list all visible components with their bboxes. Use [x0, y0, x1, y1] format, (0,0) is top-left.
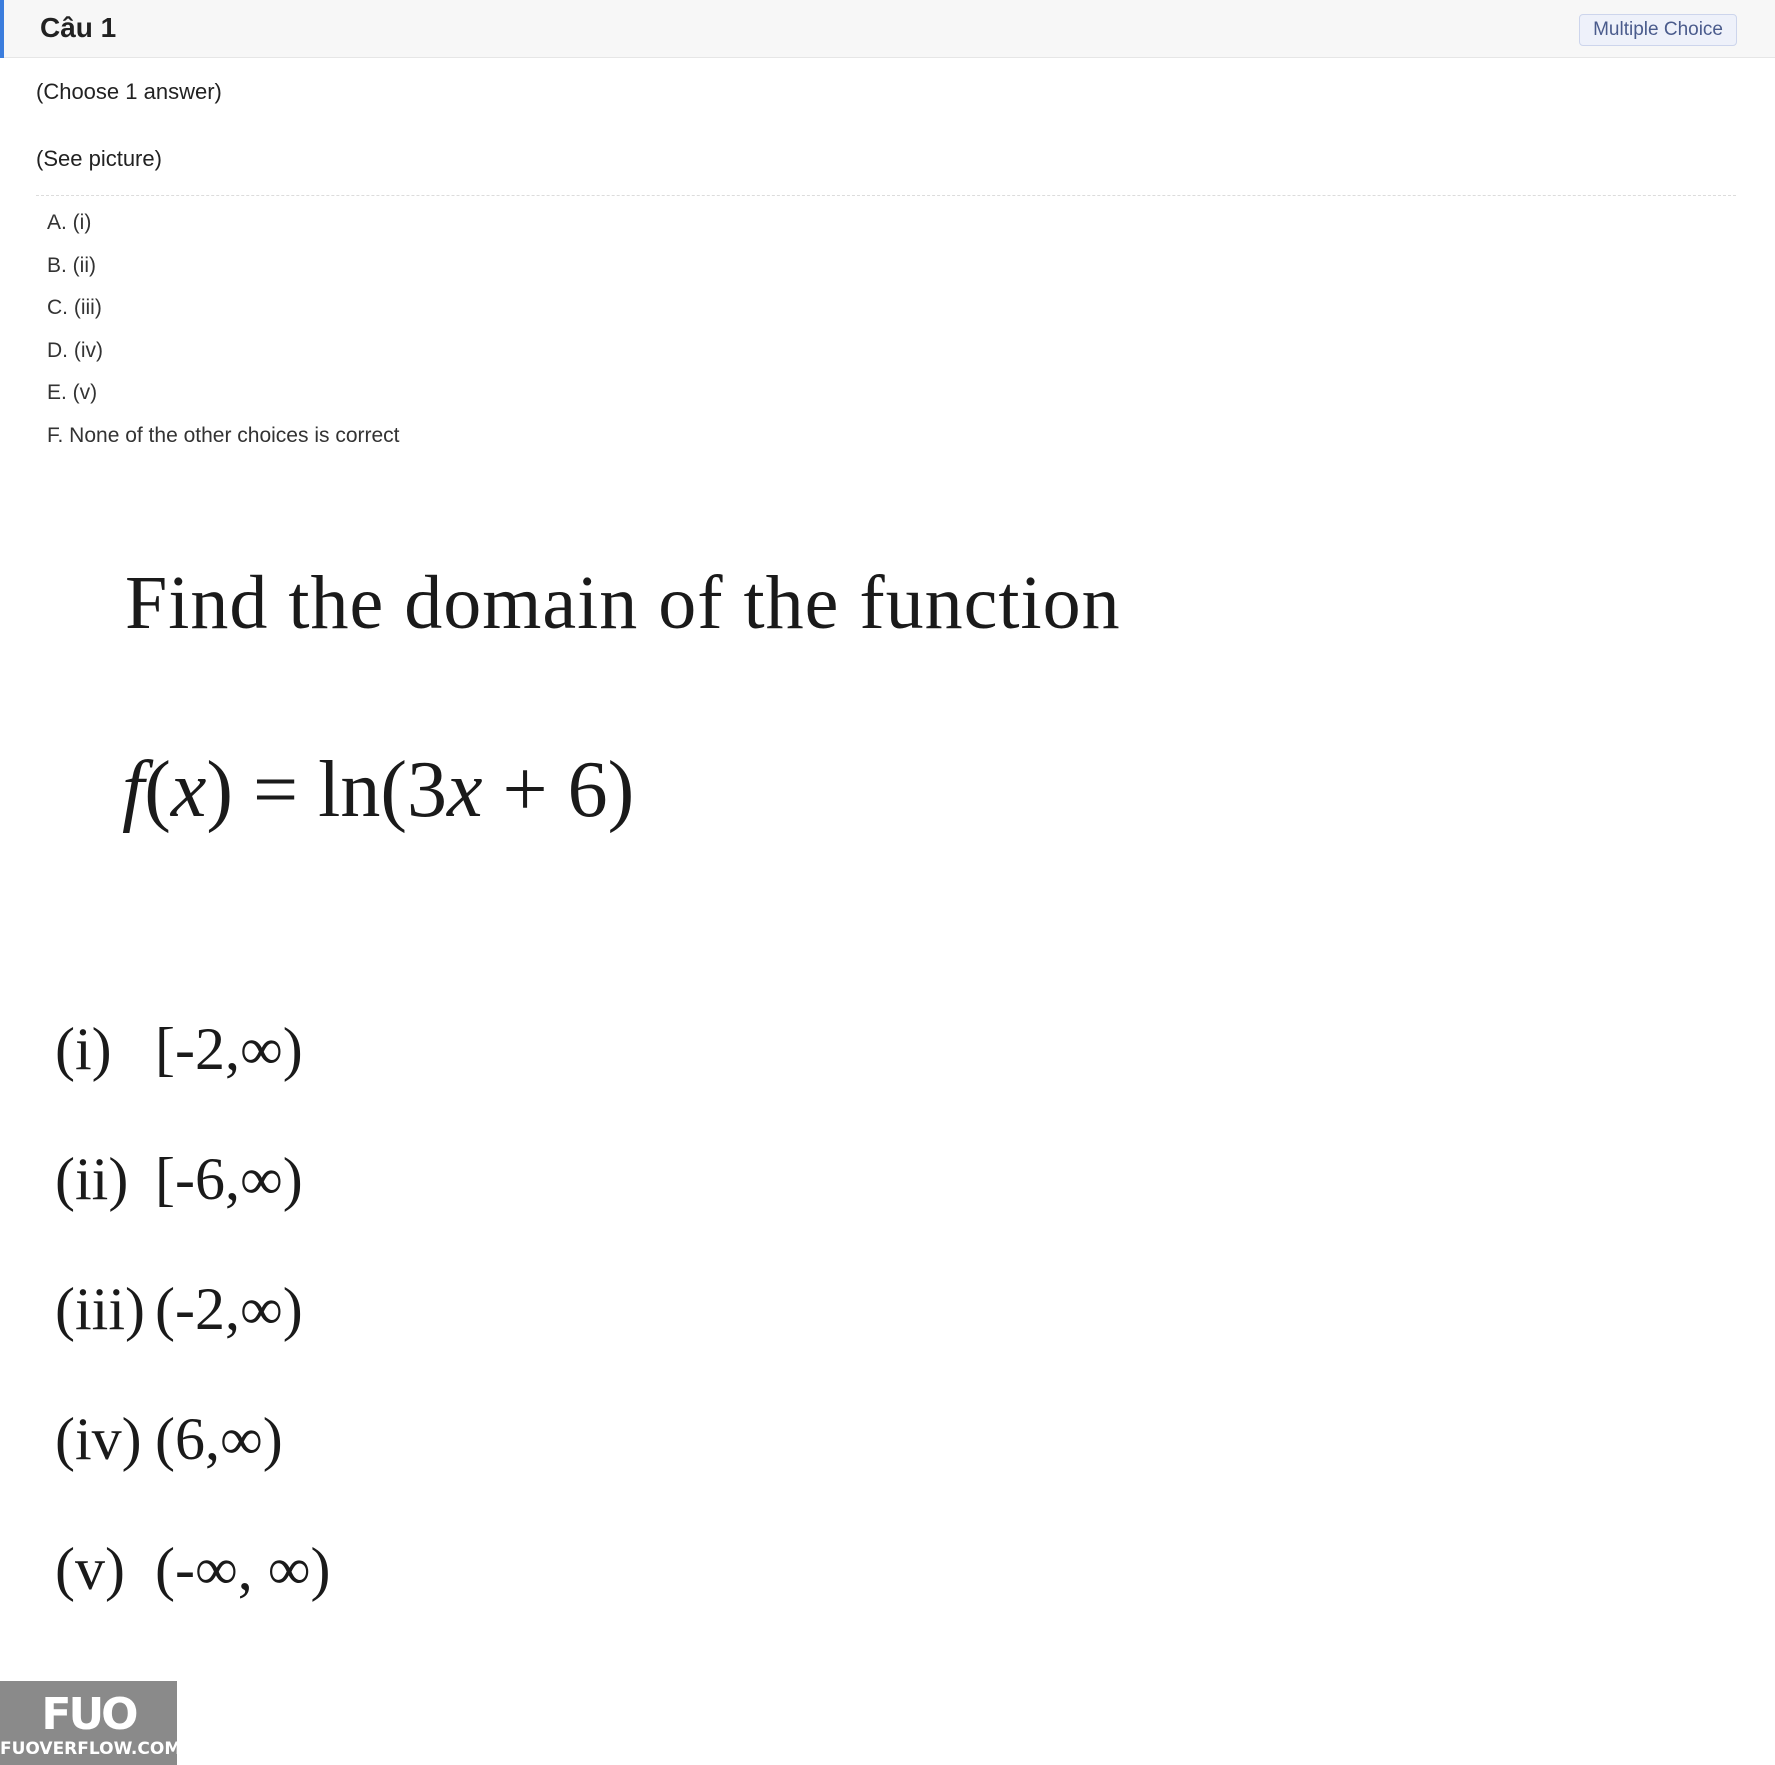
choice-numeral: (v)	[55, 1536, 125, 1602]
answer-option-f[interactable]: F. None of the other choices is correct	[47, 423, 400, 447]
function-formula	[122, 745, 634, 836]
picture-prompt: Find the domain of the function	[125, 561, 1121, 645]
answer-option-d[interactable]: D. (iv)	[47, 338, 103, 362]
divider	[36, 195, 1736, 196]
choice-interval: [-2,∞)	[155, 1016, 303, 1082]
formula-rhs-variable: x	[447, 746, 483, 834]
picture-choice-iv	[55, 1405, 283, 1474]
question-picture	[0, 520, 1775, 1670]
formula-open-paren: (	[144, 746, 171, 834]
formula-ln: ln(3	[318, 746, 448, 834]
answer-option-b[interactable]: B. (ii)	[47, 253, 96, 277]
choice-interval: [-6,∞)	[155, 1146, 303, 1212]
logo-site-text: FUOVERFLOW.COM	[0, 1739, 182, 1759]
see-picture-instruction: (See picture)	[36, 146, 162, 171]
choice-numeral: (iii)	[55, 1276, 145, 1342]
formula-equals: =	[233, 746, 319, 834]
picture-choice-v	[55, 1535, 331, 1604]
choice-interval: (-2,∞)	[155, 1276, 303, 1342]
choice-numeral: (i)	[55, 1016, 112, 1082]
choose-instruction: (Choose 1 answer)	[36, 79, 222, 104]
formula-function-name: f	[122, 746, 145, 834]
watermark-logo	[0, 1681, 182, 1765]
header-accent-bar	[0, 0, 4, 58]
answer-options-list	[47, 208, 400, 463]
picture-choice-ii	[55, 1145, 303, 1214]
choice-numeral: (iv)	[55, 1406, 142, 1472]
formula-close-paren: )	[206, 746, 234, 834]
picture-choice-i	[55, 1015, 303, 1084]
answer-option-e[interactable]: E. (v)	[47, 381, 98, 404]
answer-option-c[interactable]: C. (iii)	[47, 296, 102, 319]
formula-variable: x	[170, 746, 207, 834]
logo-mark: FUO	[41, 1689, 136, 1740]
question-header	[0, 0, 1775, 58]
formula-rhs-tail: + 6)	[482, 746, 635, 834]
question-type-badge: Multiple Choice	[1579, 14, 1737, 46]
choice-interval: (6,∞)	[155, 1406, 283, 1472]
choice-numeral: (ii)	[55, 1146, 129, 1212]
choice-interval: (-∞, ∞)	[155, 1536, 331, 1602]
answer-option-a[interactable]: A. (i)	[47, 211, 92, 234]
picture-choice-iii	[55, 1275, 303, 1344]
question-title: Câu 1	[40, 12, 117, 43]
